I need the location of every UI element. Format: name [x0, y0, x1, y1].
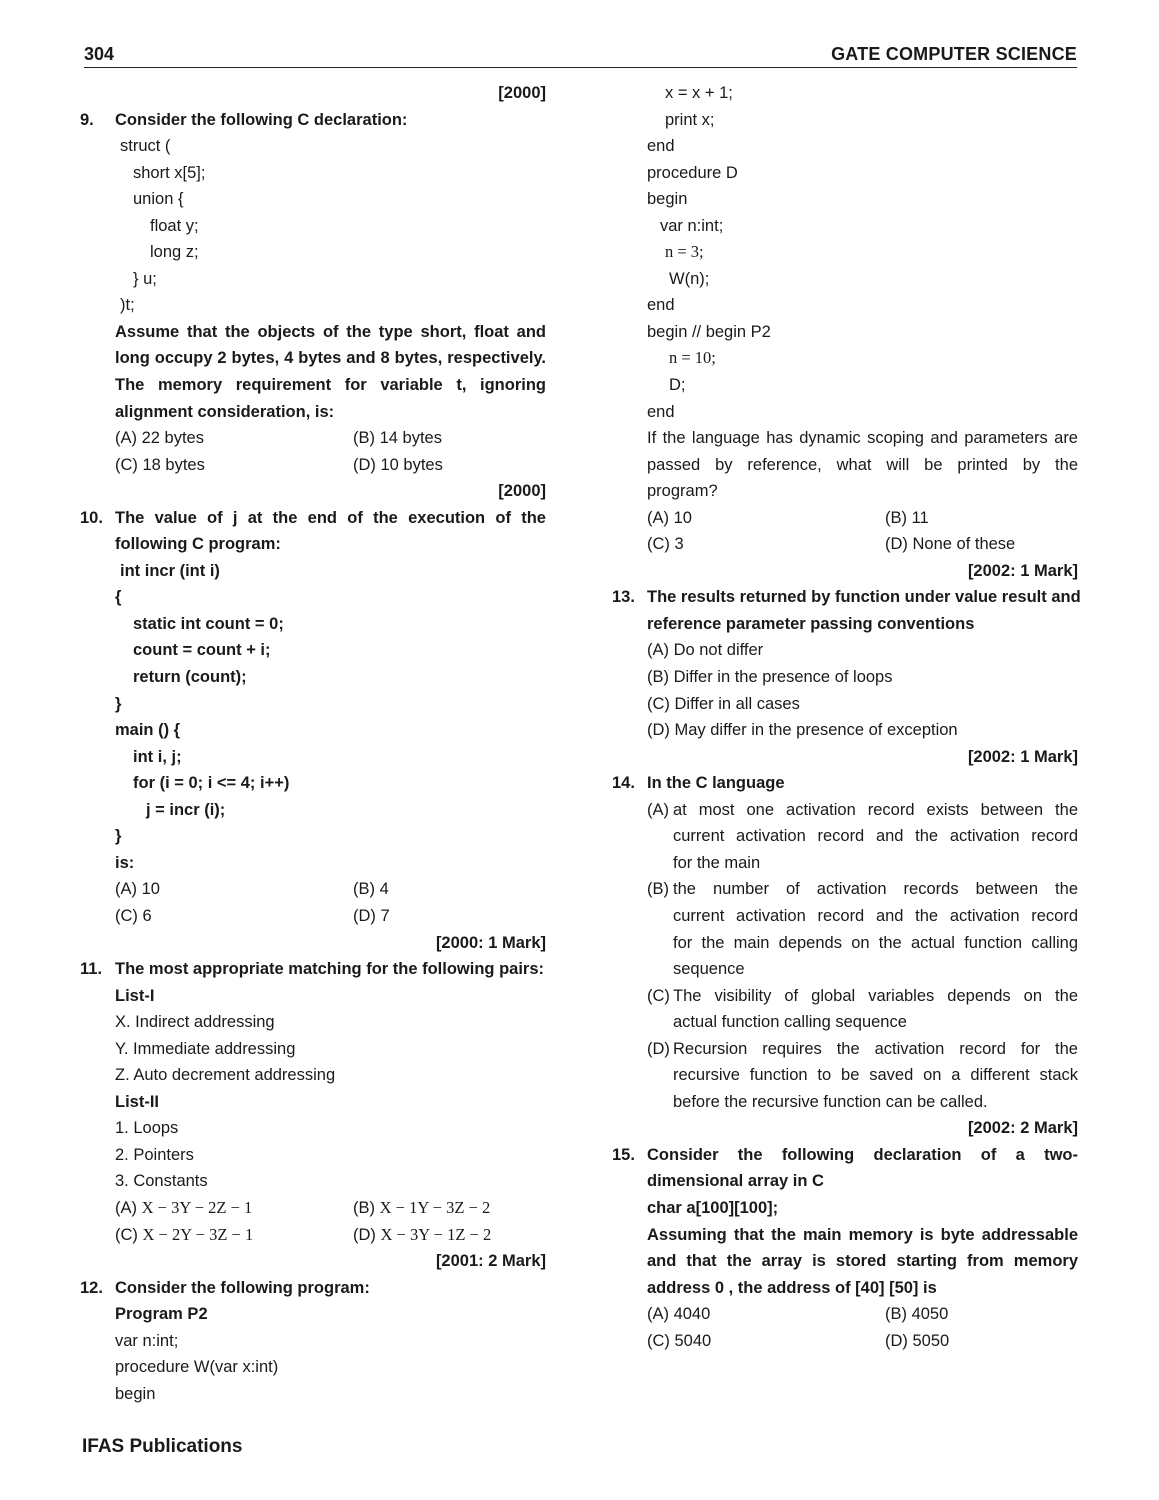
- code-line: n = 10;: [669, 348, 716, 368]
- code-line: static int count = 0;: [133, 614, 284, 633]
- option-text: X − 3Y − 2Z − 1: [141, 1197, 253, 1217]
- option-d: (D) None of these: [885, 535, 1016, 554]
- question-number: 15.: [612, 1145, 635, 1164]
- option-c: (C) 18 bytes: [115, 455, 205, 474]
- code-line: return (count);: [133, 668, 247, 687]
- option-c: (C) 6: [115, 906, 152, 925]
- code-line: int i, j;: [133, 747, 182, 766]
- question-number: 14.: [612, 774, 635, 793]
- code-line: D;: [669, 376, 686, 395]
- code-line: n = 3;: [665, 242, 704, 262]
- code-line: var n:int;: [115, 1331, 179, 1350]
- code-line: j = incr (i);: [146, 800, 226, 819]
- option-d: [612, 1036, 1078, 1116]
- code-line: }: [115, 827, 122, 846]
- book-title: GATE COMPUTER SCIENCE: [831, 44, 1077, 64]
- list-item: Z. Auto decrement addressing: [115, 1066, 336, 1085]
- option-text: X − 2Y − 3Z − 1: [142, 1224, 254, 1244]
- publisher-footer: IFAS Publications: [82, 1436, 243, 1457]
- page-header: [84, 40, 1077, 68]
- year-tag: [2002: 2 Mark]: [967, 1119, 1078, 1138]
- year-tag: [2002: 1 Mark]: [967, 561, 1078, 580]
- option-label: (C): [647, 986, 670, 1005]
- question-number: 10.: [80, 508, 103, 527]
- question-12: [80, 1275, 546, 1408]
- code-line: union {: [133, 190, 184, 209]
- option-text: current activation record and the activation record: [673, 906, 1078, 925]
- question-13: [612, 584, 1081, 770]
- option-label: (B): [353, 1198, 375, 1217]
- option-text: actual function calling sequence: [673, 1013, 907, 1032]
- year-tag: [2000]: [498, 84, 546, 102]
- option-label: (C): [115, 1225, 138, 1244]
- option-text: The visibility of global variables depends on the: [673, 986, 1078, 1005]
- question-text: address 0 , the address of [40] [50] is: [647, 1278, 937, 1297]
- year-tag: [2000: 1 Mark]: [435, 933, 546, 952]
- option-label: (A): [115, 1198, 137, 1217]
- year-tag: [2000]: [498, 482, 546, 501]
- question-stem: In the C language: [647, 774, 785, 793]
- question-text: passed by reference, what will be printed by the: [647, 455, 1078, 474]
- option-text: X − 1Y − 3Z − 2: [379, 1197, 491, 1217]
- code-line: count = count + i;: [133, 641, 271, 660]
- question-11: [80, 956, 546, 1275]
- question-14: [612, 770, 1078, 1142]
- question-stem: dimensional array in C: [647, 1172, 824, 1191]
- code-line: )t;: [120, 296, 135, 315]
- code-line: end: [647, 137, 675, 156]
- option-text: X − 3Y − 1Z − 2: [380, 1224, 492, 1244]
- list-item: 3. Constants: [115, 1172, 208, 1191]
- option-text: for the main depends on the actual function calling: [673, 933, 1078, 952]
- code-line: begin: [115, 1384, 156, 1403]
- option-text: Recursion requires the activation record for the: [673, 1039, 1078, 1058]
- code-line: int incr (int i): [120, 561, 220, 580]
- option-label: (A): [647, 800, 669, 819]
- question-stem: The results returned by function under value result and: [647, 588, 1081, 607]
- question-15: [612, 1142, 1078, 1354]
- list-item: 1. Loops: [115, 1119, 179, 1138]
- year-tag: [2001: 2 Mark]: [435, 1252, 546, 1271]
- code-line: begin // begin P2: [647, 322, 771, 341]
- question-text: program?: [647, 482, 718, 501]
- option-text: at most one activation record exists between the: [673, 800, 1078, 819]
- option-c: (C) 3: [647, 535, 684, 554]
- question-text: If the language has dynamic scoping and parameters are: [647, 429, 1078, 448]
- option-d: [353, 1222, 491, 1249]
- question-text: and that the array is stored starting from memory: [647, 1252, 1078, 1271]
- code-line: procedure D: [647, 163, 738, 182]
- option-a: (A) 4040: [647, 1305, 711, 1324]
- option-a: (A) 10: [115, 880, 160, 899]
- year-tag: [2002: 1 Mark]: [967, 747, 1078, 766]
- question-stem: reference parameter passing conventions: [647, 614, 975, 633]
- code-line: x = x + 1;: [665, 84, 733, 102]
- question-number: 13.: [612, 588, 635, 607]
- option-c: (C) 5040: [647, 1331, 712, 1350]
- question-stem: following C program:: [115, 535, 281, 554]
- option-a: (A) Do not differ: [647, 641, 764, 660]
- list-title: List-II: [115, 1092, 159, 1111]
- code-line: } u;: [133, 269, 157, 288]
- option-b: (B) Differ in the presence of loops: [647, 668, 893, 687]
- code-line: struct (: [120, 137, 171, 156]
- code-line: float y;: [150, 216, 199, 235]
- option-text: recursive function to be saved on a different stack: [673, 1066, 1078, 1085]
- option-label: (D): [353, 1225, 376, 1244]
- option-text: sequence: [673, 960, 745, 979]
- code-line: for (i = 0; i <= 4; i++): [133, 774, 290, 793]
- option-a: [612, 797, 1078, 877]
- code-line: print x;: [665, 110, 715, 129]
- list-item: 2. Pointers: [115, 1145, 194, 1164]
- option-text: before the recursive function can be called.: [673, 1092, 988, 1111]
- option-c: [115, 1222, 353, 1249]
- code-line: char a[100][100];: [647, 1198, 779, 1217]
- option-c: (C) Differ in all cases: [647, 694, 800, 713]
- program-name: Program P2: [115, 1305, 208, 1324]
- option-d: (D) 5050: [885, 1331, 950, 1350]
- option-c: [612, 983, 1078, 1036]
- code-line: end: [647, 402, 675, 421]
- list-item: X. Indirect addressing: [115, 1013, 275, 1032]
- code-line: begin: [647, 190, 688, 209]
- option-label: (B): [647, 880, 669, 899]
- question-10: [80, 505, 546, 956]
- option-a: (A) 10: [647, 508, 692, 527]
- question-stem: The most appropriate matching for the following pairs:: [115, 960, 545, 979]
- page-number: 304: [84, 44, 115, 64]
- option-b: [353, 1195, 490, 1222]
- question-number: 11.: [80, 960, 103, 979]
- question-stem: The value of j at the end of the execution of the: [115, 508, 546, 527]
- option-label: (D): [647, 1039, 670, 1058]
- option-d: (D) May differ in the presence of exception: [647, 721, 958, 740]
- option-b: (B) 14 bytes: [353, 429, 442, 448]
- question-text: alignment consideration, is:: [115, 402, 335, 421]
- code-line: }: [115, 694, 122, 713]
- option-b: (B) 11: [885, 508, 929, 527]
- question-12-continued: [612, 80, 1078, 584]
- left-column: [80, 80, 546, 1407]
- code-line: long z;: [150, 243, 199, 262]
- question-text: The memory requirement for variable t, ignoring: [115, 376, 546, 395]
- option-b: [612, 876, 1078, 982]
- option-a: (A) 22 bytes: [115, 429, 204, 448]
- list-title: List-I: [115, 986, 155, 1005]
- question-text: long occupy 2 bytes, 4 bytes and 8 bytes, respectively.: [115, 349, 546, 368]
- option-text: current activation record and the activation record: [673, 827, 1078, 846]
- code-line: main () {: [115, 721, 181, 740]
- code-line: is:: [115, 853, 135, 872]
- list-item: Y. Immediate addressing: [115, 1039, 296, 1058]
- option-d: (D) 7: [353, 906, 390, 925]
- option-text: the number of activation records between the: [673, 880, 1078, 899]
- question-9: [80, 107, 546, 505]
- question-stem: Consider the following program:: [115, 1278, 370, 1297]
- code-line: short x[5];: [133, 163, 206, 182]
- option-b: (B) 4050: [885, 1305, 949, 1324]
- question-text: Assume that the objects of the type short, float and: [115, 322, 546, 341]
- option-b: (B) 4: [353, 880, 389, 899]
- right-column: [612, 80, 1081, 1354]
- question-text: Assuming that the main memory is byte addressable: [647, 1225, 1078, 1244]
- question-number: 9.: [80, 110, 94, 129]
- code-line: end: [647, 296, 675, 315]
- question-number: 12.: [80, 1278, 103, 1297]
- code-line: W(n);: [669, 269, 710, 288]
- code-line: var n:int;: [660, 216, 724, 235]
- question-stem: Consider the following declaration of a two-: [647, 1145, 1078, 1164]
- option-a: [115, 1195, 353, 1222]
- code-line: procedure W(var x:int): [115, 1358, 279, 1377]
- option-d: (D) 10 bytes: [353, 455, 443, 474]
- question-stem: Consider the following C declaration:: [115, 110, 408, 129]
- code-line: {: [115, 588, 122, 607]
- option-text: for the main: [673, 853, 761, 872]
